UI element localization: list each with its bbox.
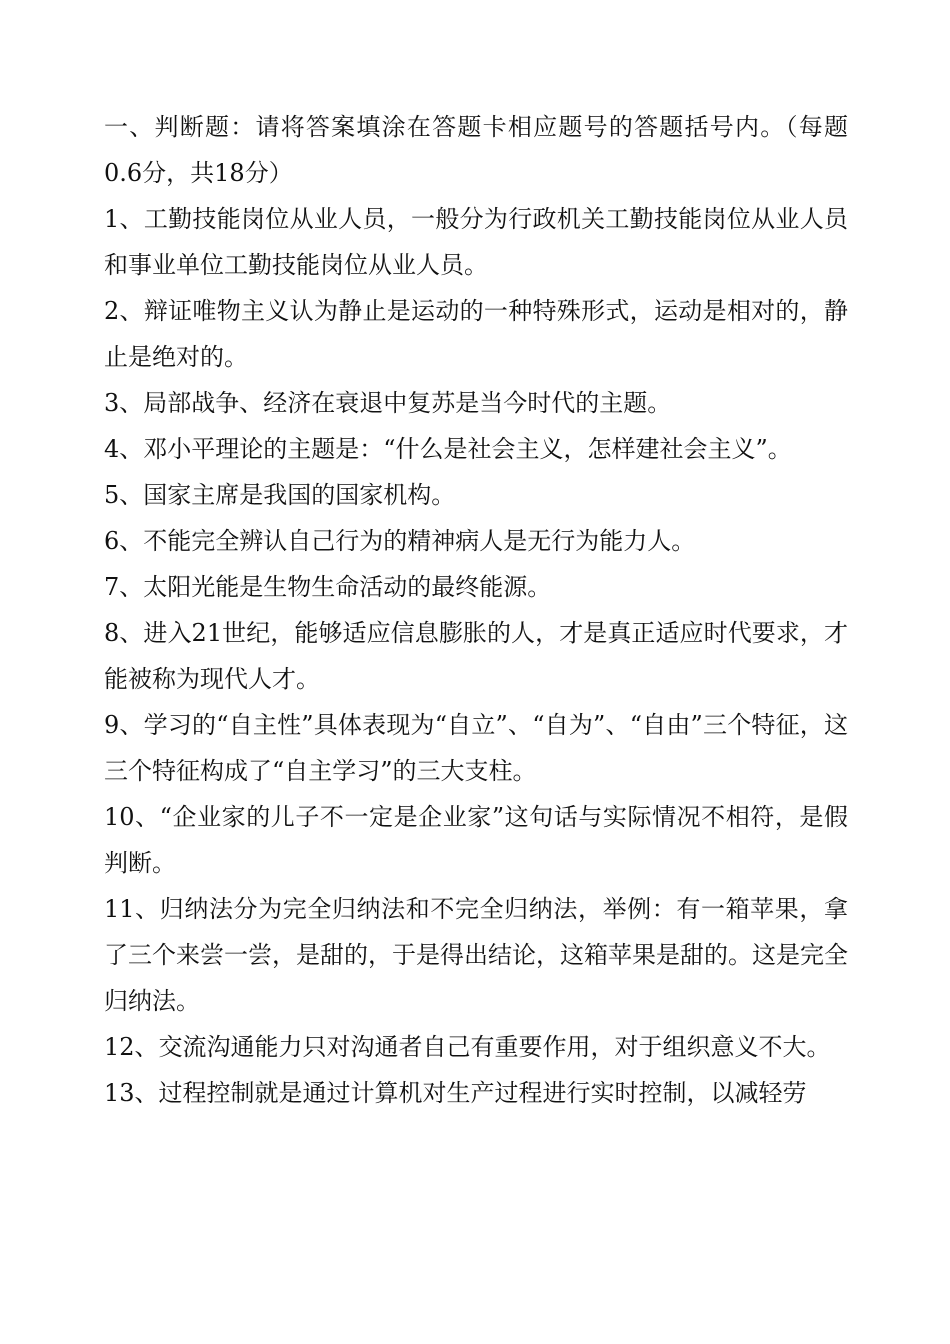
question-1: 1、工勤技能岗位从业人员，一般分为行政机关工勤技能岗位从业人员和事业单位工勤技能岗位从业人员。 — [104, 205, 848, 279]
question-4: 4、邓小平理论的主题是：“什么是社会主义，怎样建社会主义”。 — [104, 435, 792, 463]
question-13: 13、过程控制就是通过计算机对生产过程进行实时控制，以减轻劳 — [104, 1079, 807, 1107]
question-10: 10、“企业家的儿子不一定是企业家”这句话与实际情况不相符，是假判断。 — [104, 803, 848, 877]
question-11: 11、归纳法分为完全归纳法和不完全归纳法，举例：有一箱苹果，拿了三个来尝一尝，是甜的，于是得出结论，这箱苹果是甜的。这是完全归纳法。 — [104, 895, 848, 1015]
question-6: 6、不能完全辨认自己行为的精神病人是无行为能力人。 — [104, 527, 696, 555]
section-heading: 一、判断题：请将答案填涂在答题卡相应题号的答题括号内。（每题0.6分，共18分） — [104, 113, 848, 187]
question-12: 12、交流沟通能力只对沟通者自己有重要作用，对于组织意义不大。 — [104, 1033, 831, 1061]
document-body — [104, 104, 848, 1116]
question-3: 3、局部战争、经济在衰退中复苏是当今时代的主题。 — [104, 389, 672, 417]
question-9: 9、学习的“自主性”具体表现为“自立”、“自为”、“自由”三个特征，这三个特征构成了“自主学习”的三大支柱。 — [104, 711, 848, 785]
question-2: 2、辩证唯物主义认为静止是运动的一种特殊形式，运动是相对的，静止是绝对的。 — [104, 297, 848, 371]
question-8: 8、进入21世纪，能够适应信息膨胀的人，才是真正适应时代要求，才能被称为现代人才。 — [104, 619, 848, 693]
question-5: 5、国家主席是我国的国家机构。 — [104, 481, 456, 509]
question-7: 7、太阳光能是生物生命活动的最终能源。 — [104, 573, 552, 601]
